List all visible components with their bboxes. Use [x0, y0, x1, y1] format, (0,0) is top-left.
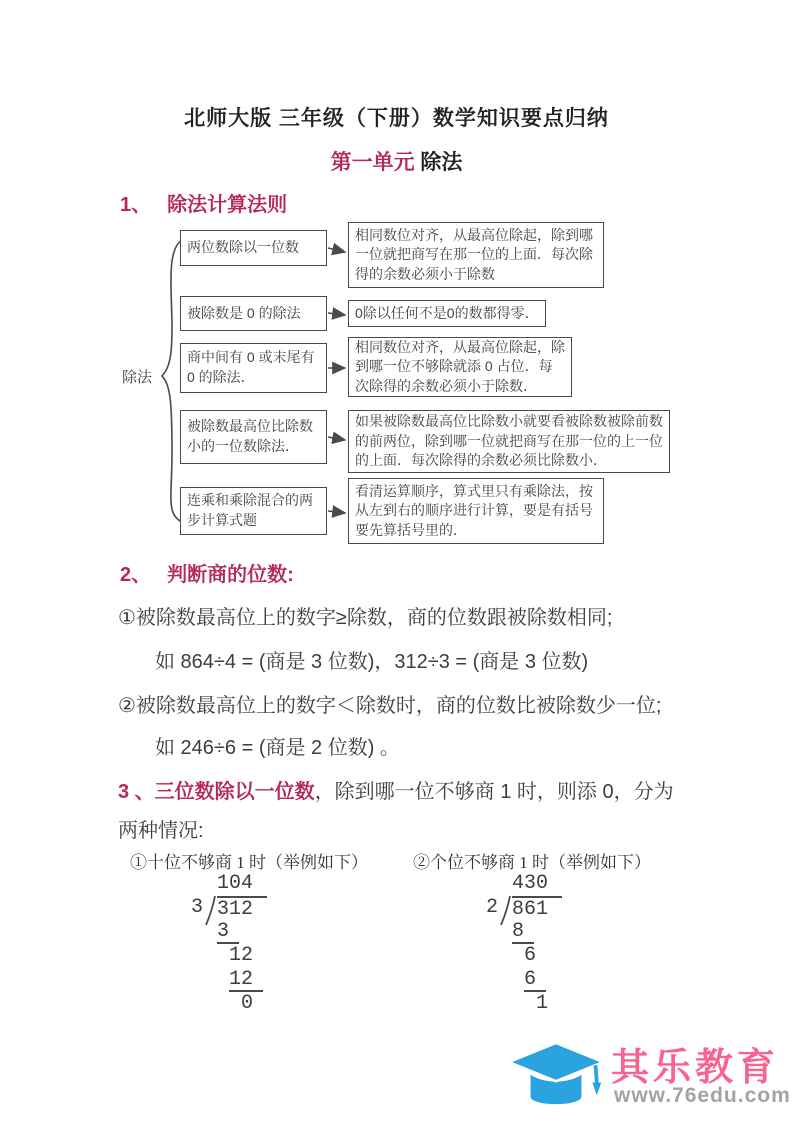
- unit-heading: [0, 146, 793, 176]
- divisor: 3: [190, 896, 203, 919]
- graduation-cap-icon: [505, 1038, 607, 1118]
- division-bracket-icon: [203, 896, 217, 920]
- example1-header: ①十位不够商 1 时（举例如下）: [130, 853, 368, 872]
- page-title: 北师大版 三年级（下册）数学知识要点归纳: [184, 107, 609, 130]
- arrow-icon: [328, 511, 345, 513]
- section1-label: 除法计算法则: [167, 194, 288, 216]
- brand-url: www.76edu.com: [614, 1084, 791, 1107]
- dividend: 861: [512, 896, 562, 922]
- section1-number: 1、: [120, 194, 152, 216]
- unit-heading-black: 除法: [420, 151, 463, 174]
- division-step: 8: [512, 920, 534, 944]
- section2-example-1: 如 864÷4 = (商是 3 位数)，312÷3 = (商是 3 位数): [155, 651, 589, 673]
- section2-label: 判断商的位数:: [167, 564, 294, 586]
- section2-point-1: ①被除数最高位上的数字≥除数，商的位数跟被除数相同;: [118, 607, 613, 629]
- diagram-left-box-1: 两位数除以一位数: [180, 230, 327, 266]
- division-step: 12: [229, 944, 254, 967]
- long-division-example-1: [183, 872, 267, 1016]
- arrow-icon: [328, 248, 345, 252]
- brand-name: 其乐教育: [611, 1047, 780, 1089]
- dividend: 312: [217, 896, 267, 922]
- example2-header: ②个位不够商 1 时（举例如下）: [413, 853, 651, 872]
- diagram-left-box-4: 被除数最高位比除数小的一位数除法．: [180, 410, 327, 464]
- arrow-icon: [328, 313, 345, 315]
- section2-number: 2、: [120, 564, 152, 586]
- section2-example-2: 如 246÷6 = (商是 2 位数) 。: [155, 737, 400, 759]
- brace-icon: [162, 240, 182, 522]
- division-remainder: 1: [536, 992, 549, 1015]
- brand-logo: [505, 1034, 790, 1118]
- section3-heading-red: 3 、三位数除以一位数: [118, 781, 315, 803]
- diagram-left-box-3: 商中间有 0 或末尾有 0 的除法．: [180, 343, 327, 393]
- diagram-right-box-4: 如果被除数最高位比除数小就要看被除数被除前数的前两位，除到哪一位就把商写在那一位的上一位的上面．每次除得的余数必须比除数小．: [348, 410, 670, 473]
- quotient: 430: [512, 872, 549, 895]
- unit-heading-red: 第一单元: [330, 151, 415, 174]
- division-step: 3: [217, 920, 239, 944]
- section1-heading: [120, 188, 287, 217]
- diagram-left-box-2: 被除数是 0 的除法: [180, 296, 327, 331]
- division-rules-diagram: [120, 222, 686, 548]
- quotient: 104: [217, 872, 254, 895]
- division-step: 6: [524, 968, 546, 992]
- long-division-example-2: [478, 872, 562, 1016]
- section3-line-2: 两种情况:: [118, 820, 204, 842]
- division-bracket-icon: [498, 896, 512, 920]
- division-step: 12: [229, 968, 263, 992]
- diagram-root-label: 除法: [122, 369, 153, 386]
- section2-point-2: ②被除数最高位上的数字＜除数时，商的位数比被除数少一位;: [118, 695, 662, 717]
- diagram-right-box-2: 0除以任何不是0的数都得零．: [348, 300, 546, 327]
- arrow-icon: [328, 437, 345, 440]
- divisor: 2: [485, 896, 498, 919]
- diagram-right-box-5: 看清运算顺序，算式里只有乘除法，按从左到右的顺序进行计算，要是有括号要先算括号里的．: [348, 478, 604, 544]
- division-remainder: 0: [241, 992, 254, 1015]
- diagram-right-box-1: 相同数位对齐，从最高位除起，除到哪一位就把商写在那一位的上面．每次除得的余数必须小于除数: [348, 222, 604, 288]
- diagram-right-box-3: 相同数位对齐，从最高位除起，除到哪一位不够除就添 0 占位．每次除得的余数必须小于除数．: [348, 337, 572, 397]
- diagram-left-box-5: 连乘和乘除混合的两步计算式题: [180, 487, 327, 535]
- section3-heading-line: [118, 775, 674, 804]
- section3-heading-rest: ，除到哪一位不够商 1 时，则添 0，分为: [314, 781, 674, 803]
- section2-heading: [120, 558, 294, 587]
- division-step: 6: [524, 944, 537, 967]
